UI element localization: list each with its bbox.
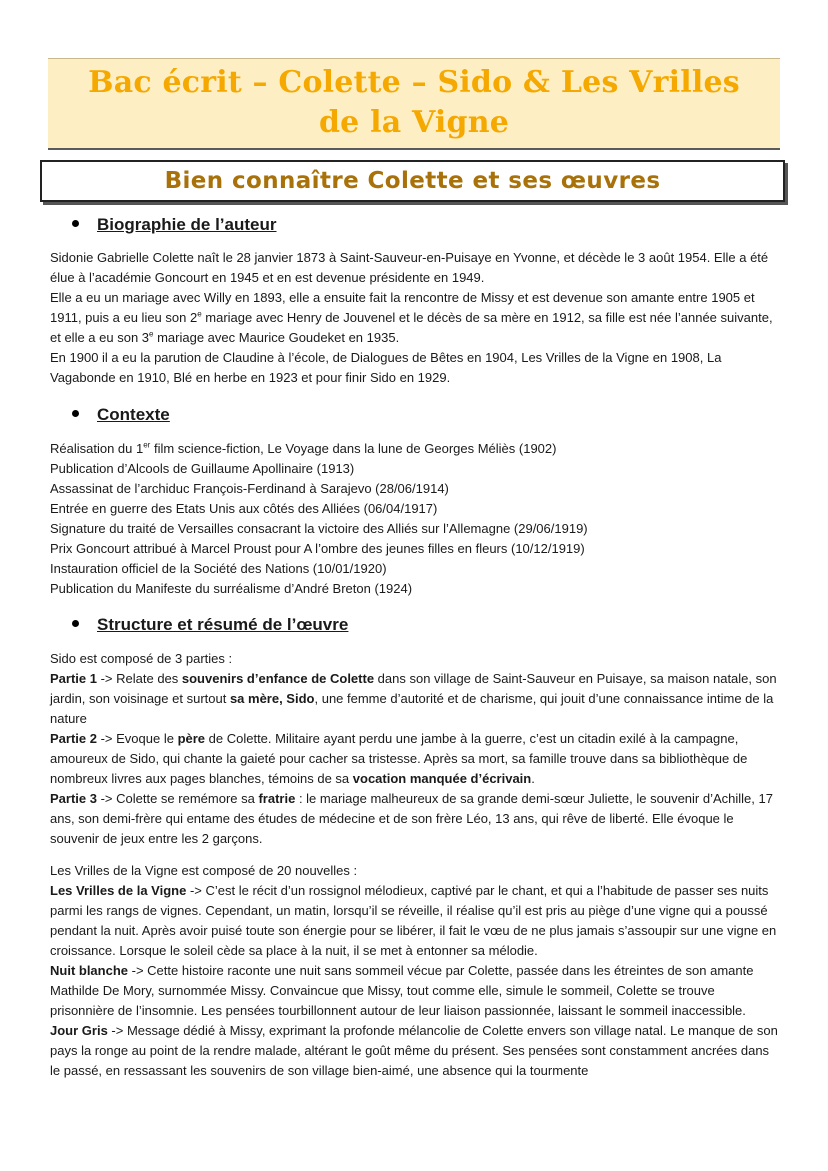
context-item: Publication d’Alcools de Guillaume Apollinaire (1913) <box>50 461 355 476</box>
context-item <box>50 439 780 459</box>
text-run: , une femme d’autorité et de charisme, qui jouit d’une connaissance intime de la nature <box>50 691 774 726</box>
text-run: -> Relate des <box>96 671 182 686</box>
context-item: Assassinat de l’archiduc François-Ferdinand à Sarajevo (28/06/1914) <box>50 481 449 496</box>
title-line-2: de la Vigne <box>318 105 509 140</box>
text-run: -> Message dédié à Missy, exprimant la profonde mélancolie de Colette envers son village natal. Le manque de son pays la ronge au point de la rendre malade, altérant le goût même du présent. Ses pensées sont constamment ancrées dans le passé, en ressassant les souvenirs de son village bien-aimé, une absence qui la tourmente <box>50 1023 778 1078</box>
heading-label: Contexte <box>97 405 170 424</box>
part-label: Partie 2 <box>50 731 97 746</box>
biographie-text <box>50 248 780 388</box>
subtitle-box <box>40 160 785 202</box>
title-line-1: Bac écrit – Colette – Sido & Les Vrilles <box>88 65 740 100</box>
nouvelle-label: Jour Gris <box>50 1023 108 1038</box>
section-heading-structure <box>72 614 348 636</box>
nouvelle-1 <box>50 881 780 961</box>
heading-label: Structure et résumé de l’œuvre <box>97 615 349 634</box>
part-label: Partie 1 <box>50 671 97 686</box>
bullet-icon <box>72 410 79 417</box>
subtitle: Bien connaître Colette et ses œuvres <box>164 168 661 194</box>
section-heading-biographie <box>72 214 276 236</box>
vrilles-summary <box>50 861 780 1081</box>
bold-run: souvenirs d’enfance de Colette <box>181 671 375 686</box>
part-1 <box>50 669 780 729</box>
paragraph <box>50 288 780 348</box>
paragraph: Les Vrilles de la Vigne est composé de 20 nouvelles : <box>50 863 358 878</box>
title-banner <box>48 58 780 150</box>
context-item: Prix Goncourt attribué à Marcel Proust pour A l’ombre des jeunes filles en fleurs (10/12/1919) <box>50 541 585 556</box>
bold-run: sa mère, Sido <box>229 691 315 706</box>
superscript: er <box>143 440 151 450</box>
section-heading-contexte <box>72 404 170 426</box>
text-run: . <box>531 771 535 786</box>
nouvelle-3 <box>50 1021 780 1081</box>
part-3 <box>50 789 780 849</box>
text-run: -> C’est le récit d’un rossignol mélodieux, captivé par le chant, et qui a l’habitude de passer ses nuits parmi les rangs de vignes. Cependant, un matin, lorsqu’il se réveille, il réalise qu’il est pris au piège d’une vigne qui a poussé pendant la nuit. Après avoir puisé toute son énergie pour se libérer, il fait le vœu de ne plus jamais s’assoupir sur une vigne en croissance. Lorsque le soleil cède sa place à la nuit, il se met à entonner sa mélodie. <box>50 883 777 958</box>
text-run: -> Evoque le <box>96 731 178 746</box>
nouvelle-2 <box>50 961 780 1021</box>
text-run: de Colette. Militaire ayant perdu une jambe à la guerre, c’est un citadin exilé à la campagne, amoureux de Sido, qui chante la gaieté pour cacher sa tristesse. Après sa mort, sa famille trouve dans sa bibliothèque de nombreux livres aux pages blanches, témoins de sa <box>50 731 748 786</box>
contexte-list <box>50 439 780 599</box>
part-2 <box>50 729 780 789</box>
text-run: : le mariage malheureux de sa grande demi-sœur Juliette, le souvenir d’Achille, 17 ans, son demi-frère qui entame des études de médecine et de son frère Léo, 13 ans, qui rêve de liberté. Elle évoque le souvenir de jeux entre les 2 garçons. <box>50 791 773 846</box>
text-run: mariage avec Maurice Goudeket en 1935. <box>153 330 400 345</box>
paragraph: Sidonie Gabrielle Colette naît le 28 janvier 1873 à Saint-Sauveur-en-Puisaye en Yvonne, et décède le 3 août 1954. Elle a été élue à l’académie Goncourt en 1945 et en est devenue présidente en 1949. <box>50 250 769 285</box>
bullet-icon <box>72 220 79 227</box>
text-run: Elle a eu un mariage avec Willy en 1893, elle a ensuite fait la rencontre de Missy et est devenue son amante entre 1905 et 1911, puis a eu lieu son 2 <box>50 290 755 325</box>
bold-run: père <box>177 731 206 746</box>
superscript: e <box>197 309 202 319</box>
text-run: film science-fiction, Le Voyage dans la lune de Georges Méliès (1902) <box>150 441 557 456</box>
text-run: mariage avec Henry de Jouvenel et le décès de sa mère en 1912, sa fille est née l’année suivante, et elle a eu son 3 <box>50 310 773 345</box>
context-item: Signature du traité de Versailles consacrant la victoire des Alliés sur l’Allemagne (29/06/1919) <box>50 521 588 536</box>
paragraph: Sido est composé de 3 parties : <box>50 651 233 666</box>
bullet-icon <box>72 620 79 627</box>
paragraph: En 1900 il a eu la parution de Claudine à l’école, de Dialogues de Bêtes en 1904, Les Vrilles de la Vigne en 1908, La Vagabonde en 1910, Blé en herbe en 1923 et pour finir Sido en 1929. <box>50 350 722 385</box>
context-item: Entrée en guerre des Etats Unis aux côtés des Alliées (06/04/1917) <box>50 501 438 516</box>
bold-run: fratrie <box>258 791 296 806</box>
text-run: Réalisation du 1 <box>50 441 144 456</box>
context-item: Instauration officiel de la Société des Nations (10/01/1920) <box>50 561 387 576</box>
bold-run: vocation manquée d’écrivain <box>352 771 532 786</box>
superscript: e <box>149 329 154 339</box>
context-item: Publication du Manifeste du surréalisme d’André Breton (1924) <box>50 581 413 596</box>
nouvelle-label: Nuit blanche <box>50 963 129 978</box>
sido-summary <box>50 649 780 849</box>
text-run: dans son village de Saint-Sauveur en Puisaye, sa maison natale, son jardin, son voisinage et surtout <box>50 671 777 706</box>
text-run: -> Cette histoire raconte une nuit sans sommeil vécue par Colette, passée dans les étreintes de son amante Mathilde De Mory, surnommée Missy. Convaincue que Missy, tout comme elle, simule le sommeil, Colette se trouve prisonnière de l’insomnie. Les pensées tourbillonnent autour de leur liaison passionnée, laissant le sommeil inaccessible. <box>50 963 754 1018</box>
heading-label: Biographie de l’auteur <box>97 215 277 234</box>
part-label: Partie 3 <box>50 791 97 806</box>
nouvelle-label: Les Vrilles de la Vigne <box>50 883 187 898</box>
text-run: -> Colette se remémore sa <box>96 791 259 806</box>
